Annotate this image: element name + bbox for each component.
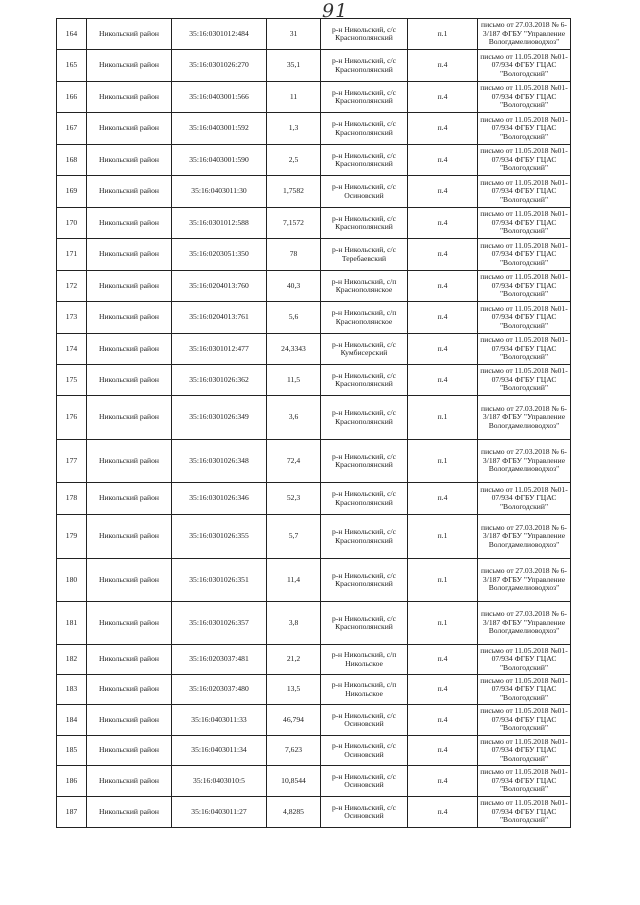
clause-cell: п.4 xyxy=(408,645,478,675)
location-cell: р-н Никольский, с/с Осиновский xyxy=(321,736,408,766)
location-cell: р-н Никольский, с/с Теребаевский xyxy=(321,239,408,271)
row-number: 169 xyxy=(57,176,87,208)
cadastral-number: 35:16:0203037:481 xyxy=(172,645,267,675)
document-reference: письмо от 27.03.2018 № 6-3/187 ФГБУ "Управление Вологдамелиоводхоз" xyxy=(478,515,571,559)
district-cell: Никольский район xyxy=(87,440,172,483)
table-row xyxy=(57,50,571,82)
location-cell: р-н Никольский, с/с Кумбисерский xyxy=(321,334,408,365)
district-cell: Никольский район xyxy=(87,145,172,176)
document-reference: письмо от 11.05.2018 №01-07/934 ФГБУ ГЦАС "Вологодский" xyxy=(478,365,571,396)
row-number: 170 xyxy=(57,208,87,239)
location-cell: р-н Никольский, с/с Осиновский xyxy=(321,705,408,736)
district-cell: Никольский район xyxy=(87,602,172,645)
location-cell: р-н Никольский, с/с Краснополянский xyxy=(321,559,408,602)
cadastral-number: 35:16:0403011:30 xyxy=(172,176,267,208)
cadastral-number: 35:16:0301012:484 xyxy=(172,19,267,50)
clause-cell: п.1 xyxy=(408,602,478,645)
area-value: 31 xyxy=(267,19,321,50)
table-row xyxy=(57,19,571,50)
clause-cell: п.4 xyxy=(408,302,478,334)
area-value: 11,4 xyxy=(267,559,321,602)
area-value: 46,794 xyxy=(267,705,321,736)
location-cell: р-н Никольский, с/п Краснополянское xyxy=(321,302,408,334)
district-cell: Никольский район xyxy=(87,208,172,239)
clause-cell: п.4 xyxy=(408,176,478,208)
district-cell: Никольский район xyxy=(87,19,172,50)
area-value: 78 xyxy=(267,239,321,271)
cadastral-number: 35:16:0403001:566 xyxy=(172,82,267,113)
clause-cell: п.1 xyxy=(408,515,478,559)
table-row xyxy=(57,302,571,334)
table-row xyxy=(57,675,571,705)
row-number: 177 xyxy=(57,440,87,483)
table-row xyxy=(57,113,571,145)
table-row xyxy=(57,515,571,559)
document-reference: письмо от 27.03.2018 № 6-3/187 ФГБУ "Управление Вологдамелиоводхоз" xyxy=(478,396,571,440)
area-value: 5,6 xyxy=(267,302,321,334)
document-reference: письмо от 11.05.2018 №01-07/934 ФГБУ ГЦАС "Вологодский" xyxy=(478,645,571,675)
cadastral-number: 35:16:0204013:760 xyxy=(172,271,267,302)
table-row xyxy=(57,797,571,828)
row-number: 173 xyxy=(57,302,87,334)
district-cell: Никольский район xyxy=(87,82,172,113)
clause-cell: п.4 xyxy=(408,797,478,828)
area-value: 1,7582 xyxy=(267,176,321,208)
document-reference: письмо от 11.05.2018 №01-07/934 ФГБУ ГЦАС "Вологодский" xyxy=(478,705,571,736)
document-reference: письмо от 11.05.2018 №01-07/934 ФГБУ ГЦАС "Вологодский" xyxy=(478,334,571,365)
document-reference: письмо от 11.05.2018 №01-07/934 ФГБУ ГЦАС "Вологодский" xyxy=(478,208,571,239)
row-number: 166 xyxy=(57,82,87,113)
location-cell: р-н Никольский, с/с Краснополянский xyxy=(321,365,408,396)
clause-cell: п.4 xyxy=(408,145,478,176)
cadastral-number: 35:16:0204013:761 xyxy=(172,302,267,334)
document-reference: письмо от 11.05.2018 №01-07/934 ФГБУ ГЦАС "Вологодский" xyxy=(478,239,571,271)
clause-cell: п.4 xyxy=(408,113,478,145)
document-reference: письмо от 11.05.2018 №01-07/934 ФГБУ ГЦАС "Вологодский" xyxy=(478,675,571,705)
table-row xyxy=(57,766,571,797)
clause-cell: п.4 xyxy=(408,365,478,396)
document-reference: письмо от 11.05.2018 №01-07/934 ФГБУ ГЦАС "Вологодский" xyxy=(478,176,571,208)
cadastral-number: 35:16:0301026:355 xyxy=(172,515,267,559)
area-value: 72,4 xyxy=(267,440,321,483)
district-cell: Никольский район xyxy=(87,302,172,334)
location-cell: р-н Никольский, с/с Краснополянский xyxy=(321,19,408,50)
row-number: 185 xyxy=(57,736,87,766)
row-number: 172 xyxy=(57,271,87,302)
row-number: 164 xyxy=(57,19,87,50)
table-row xyxy=(57,440,571,483)
table-row xyxy=(57,365,571,396)
cadastral-number: 35:16:0403001:592 xyxy=(172,113,267,145)
table-row xyxy=(57,483,571,515)
district-cell: Никольский район xyxy=(87,559,172,602)
area-value: 2,5 xyxy=(267,145,321,176)
cadastral-number: 35:16:0203037:480 xyxy=(172,675,267,705)
district-cell: Никольский район xyxy=(87,176,172,208)
district-cell: Никольский район xyxy=(87,766,172,797)
location-cell: р-н Никольский, с/с Краснополянский xyxy=(321,515,408,559)
clause-cell: п.4 xyxy=(408,50,478,82)
district-cell: Никольский район xyxy=(87,113,172,145)
location-cell: р-н Никольский, с/с Осиновский xyxy=(321,797,408,828)
table-row xyxy=(57,82,571,113)
cadastral-number: 35:16:0301026:270 xyxy=(172,50,267,82)
row-number: 165 xyxy=(57,50,87,82)
clause-cell: п.1 xyxy=(408,559,478,602)
district-cell: Никольский район xyxy=(87,675,172,705)
row-number: 183 xyxy=(57,675,87,705)
location-cell: р-н Никольский, с/п Никольское xyxy=(321,675,408,705)
clause-cell: п.4 xyxy=(408,736,478,766)
row-number: 174 xyxy=(57,334,87,365)
document-reference: письмо от 11.05.2018 №01-07/934 ФГБУ ГЦАС "Вологодский" xyxy=(478,766,571,797)
table-row xyxy=(57,645,571,675)
clause-cell: п.4 xyxy=(408,271,478,302)
row-number: 181 xyxy=(57,602,87,645)
cadastral-number: 35:16:0301026:346 xyxy=(172,483,267,515)
area-value: 52,3 xyxy=(267,483,321,515)
district-cell: Никольский район xyxy=(87,645,172,675)
cadastral-number: 35:16:0301012:477 xyxy=(172,334,267,365)
row-number: 176 xyxy=(57,396,87,440)
location-cell: р-н Никольский, с/с Краснополянский xyxy=(321,396,408,440)
land-plots-table xyxy=(56,18,571,828)
district-cell: Никольский район xyxy=(87,797,172,828)
location-cell: р-н Никольский, с/с Краснополянский xyxy=(321,82,408,113)
area-value: 21,2 xyxy=(267,645,321,675)
document-reference: письмо от 11.05.2018 №01-07/934 ФГБУ ГЦАС "Вологодский" xyxy=(478,82,571,113)
area-value: 4,8285 xyxy=(267,797,321,828)
row-number: 178 xyxy=(57,483,87,515)
cadastral-number: 35:16:0403011:34 xyxy=(172,736,267,766)
document-reference: письмо от 11.05.2018 №01-07/934 ФГБУ ГЦАС "Вологодский" xyxy=(478,271,571,302)
table-row xyxy=(57,705,571,736)
document-reference: письмо от 27.03.2018 № 6-3/187 ФГБУ "Управление Вологдамелиоводхоз" xyxy=(478,602,571,645)
location-cell: р-н Никольский, с/с Краснополянский xyxy=(321,145,408,176)
cadastral-number: 35:16:0301026:349 xyxy=(172,396,267,440)
document-reference: письмо от 11.05.2018 №01-07/934 ФГБУ ГЦАС "Вологодский" xyxy=(478,50,571,82)
area-value: 3,8 xyxy=(267,602,321,645)
district-cell: Никольский район xyxy=(87,271,172,302)
table-row xyxy=(57,559,571,602)
cadastral-number: 35:16:0301026:348 xyxy=(172,440,267,483)
row-number: 184 xyxy=(57,705,87,736)
document-reference: письмо от 27.03.2018 № 6-3/187 ФГБУ "Управление Вологдамелиоводхоз" xyxy=(478,440,571,483)
area-value: 11,5 xyxy=(267,365,321,396)
clause-cell: п.4 xyxy=(408,483,478,515)
district-cell: Никольский район xyxy=(87,239,172,271)
clause-cell: п.4 xyxy=(408,766,478,797)
row-number: 167 xyxy=(57,113,87,145)
area-value: 40,3 xyxy=(267,271,321,302)
cadastral-number: 35:16:0301026:357 xyxy=(172,602,267,645)
document-reference: письмо от 11.05.2018 №01-07/934 ФГБУ ГЦАС "Вологодский" xyxy=(478,483,571,515)
cadastral-number: 35:16:0403011:27 xyxy=(172,797,267,828)
cadastral-number: 35:16:0301026:351 xyxy=(172,559,267,602)
document-reference: письмо от 11.05.2018 №01-07/934 ФГБУ ГЦАС "Вологодский" xyxy=(478,736,571,766)
district-cell: Никольский район xyxy=(87,515,172,559)
district-cell: Никольский район xyxy=(87,705,172,736)
clause-cell: п.1 xyxy=(408,440,478,483)
area-value: 5,7 xyxy=(267,515,321,559)
table-row xyxy=(57,176,571,208)
location-cell: р-н Никольский, с/с Краснополянский xyxy=(321,483,408,515)
table-row xyxy=(57,736,571,766)
area-value: 3,6 xyxy=(267,396,321,440)
row-number: 171 xyxy=(57,239,87,271)
table-row xyxy=(57,145,571,176)
table-row xyxy=(57,239,571,271)
district-cell: Никольский район xyxy=(87,334,172,365)
location-cell: р-н Никольский, с/с Краснополянский xyxy=(321,208,408,239)
cadastral-number: 35:16:0301026:362 xyxy=(172,365,267,396)
area-value: 7,623 xyxy=(267,736,321,766)
row-number: 175 xyxy=(57,365,87,396)
area-value: 35,1 xyxy=(267,50,321,82)
location-cell: р-н Никольский, с/с Краснополянский xyxy=(321,50,408,82)
clause-cell: п.4 xyxy=(408,208,478,239)
district-cell: Никольский район xyxy=(87,50,172,82)
location-cell: р-н Никольский, с/п Никольское xyxy=(321,645,408,675)
location-cell: р-н Никольский, с/с Краснополянский xyxy=(321,440,408,483)
cadastral-number: 35:16:0403010:5 xyxy=(172,766,267,797)
row-number: 186 xyxy=(57,766,87,797)
row-number: 182 xyxy=(57,645,87,675)
row-number: 187 xyxy=(57,797,87,828)
clause-cell: п.4 xyxy=(408,334,478,365)
district-cell: Никольский район xyxy=(87,736,172,766)
area-value: 10,8544 xyxy=(267,766,321,797)
location-cell: р-н Никольский, с/с Осиновский xyxy=(321,176,408,208)
table-row xyxy=(57,271,571,302)
district-cell: Никольский район xyxy=(87,396,172,440)
cadastral-number: 35:16:0301012:588 xyxy=(172,208,267,239)
cadastral-number: 35:16:0203051:350 xyxy=(172,239,267,271)
clause-cell: п.1 xyxy=(408,396,478,440)
area-value: 7,1572 xyxy=(267,208,321,239)
table-row xyxy=(57,602,571,645)
row-number: 180 xyxy=(57,559,87,602)
table-row xyxy=(57,208,571,239)
table-row xyxy=(57,334,571,365)
document-reference: письмо от 11.05.2018 №01-07/934 ФГБУ ГЦАС "Вологодский" xyxy=(478,113,571,145)
document-reference: письмо от 27.03.2018 № 6-3/187 ФГБУ "Управление Вологдамелиоводхоз" xyxy=(478,19,571,50)
clause-cell: п.4 xyxy=(408,675,478,705)
district-cell: Никольский район xyxy=(87,365,172,396)
area-value: 11 xyxy=(267,82,321,113)
document-reference: письмо от 11.05.2018 №01-07/934 ФГБУ ГЦАС "Вологодский" xyxy=(478,145,571,176)
location-cell: р-н Никольский, с/с Краснополянский xyxy=(321,602,408,645)
row-number: 179 xyxy=(57,515,87,559)
clause-cell: п.4 xyxy=(408,705,478,736)
area-value: 13,5 xyxy=(267,675,321,705)
district-cell: Никольский район xyxy=(87,483,172,515)
cadastral-number: 35:16:0403001:590 xyxy=(172,145,267,176)
row-number: 168 xyxy=(57,145,87,176)
location-cell: р-н Никольский, с/с Осиновский xyxy=(321,766,408,797)
location-cell: р-н Никольский, с/п Краснополянское xyxy=(321,271,408,302)
cadastral-number: 35:16:0403011:33 xyxy=(172,705,267,736)
table-body xyxy=(57,19,571,828)
clause-cell: п.4 xyxy=(408,239,478,271)
document-reference: письмо от 27.03.2018 № 6-3/187 ФГБУ "Управление Вологдамелиоводхоз" xyxy=(478,559,571,602)
page-number: 91 xyxy=(322,0,349,22)
table-row xyxy=(57,396,571,440)
location-cell: р-н Никольский, с/с Краснополянский xyxy=(321,113,408,145)
document-reference: письмо от 11.05.2018 №01-07/934 ФГБУ ГЦАС "Вологодский" xyxy=(478,797,571,828)
area-value: 24,3343 xyxy=(267,334,321,365)
document-reference: письмо от 11.05.2018 №01-07/934 ФГБУ ГЦАС "Вологодский" xyxy=(478,302,571,334)
area-value: 1,3 xyxy=(267,113,321,145)
clause-cell: п.4 xyxy=(408,82,478,113)
clause-cell: п.1 xyxy=(408,19,478,50)
